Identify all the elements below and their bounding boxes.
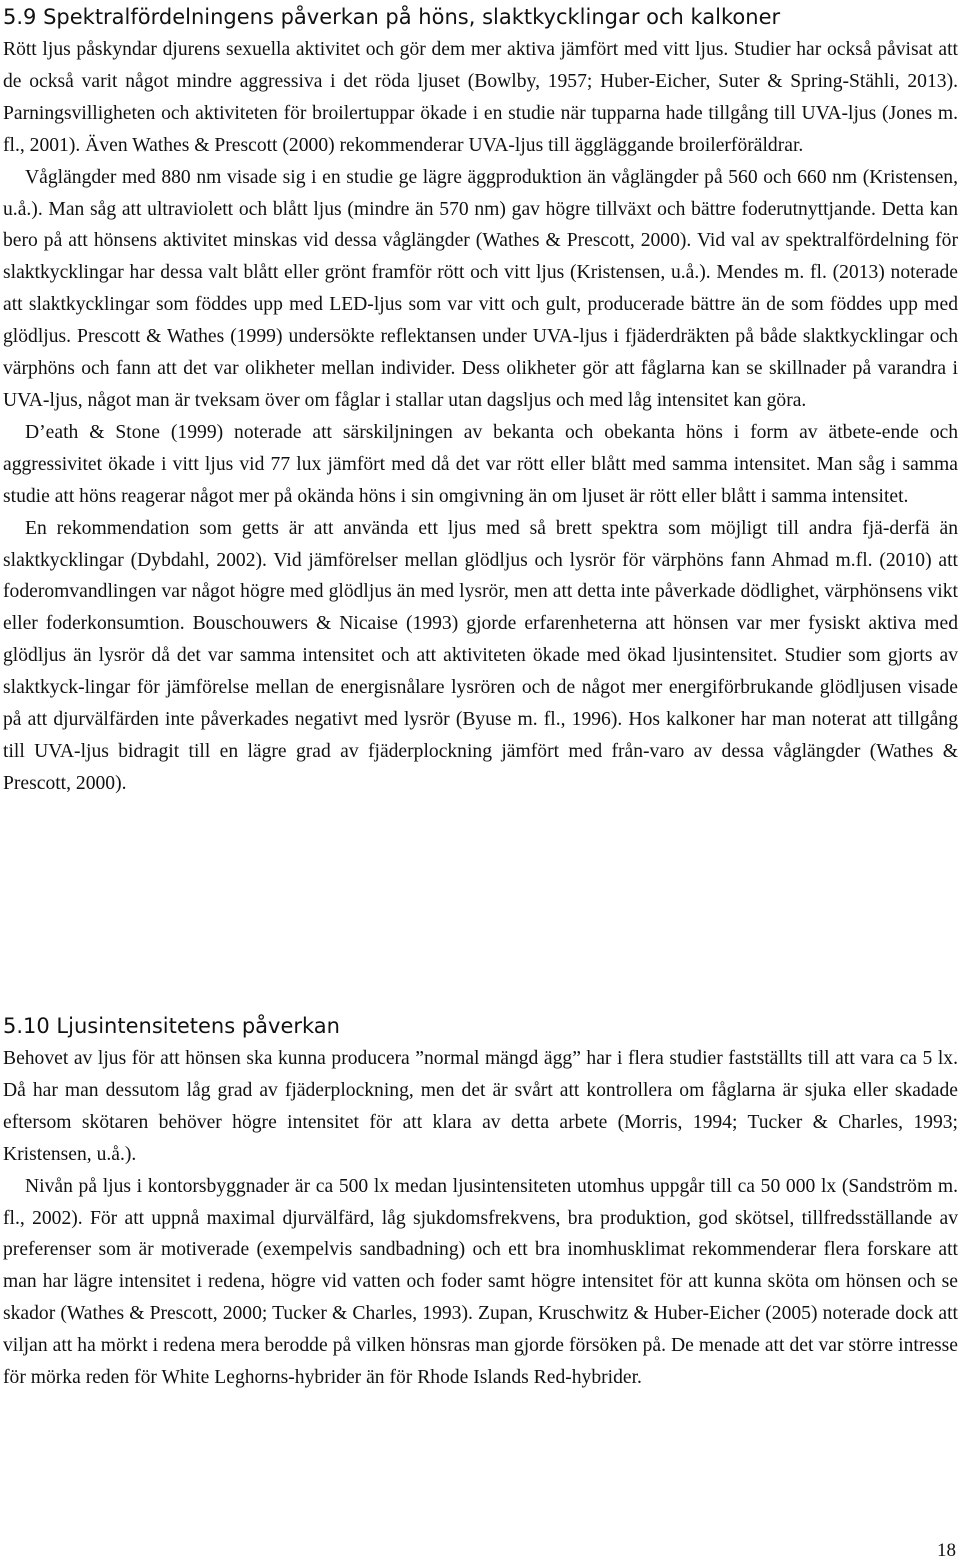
section-heading: 5.10 Ljusintensitetens påverkan (3, 1014, 340, 1038)
paragraph: Behovet av ljus för att hönsen ska kunna producera ”normal mängd ägg” har i flera studier fastställts till att vara ca 5 lx. Då har man dessutom låg grad av fjäderplockning, men det är svårt att kontrollera om fåglarna är sjuka eller skadade eftersom skötaren behöver högre intensitet för att klara av detta arbete (Morris, 1994; Tucker & Charles, 1993; Kristensen, u.å.). (3, 1048, 958, 1165)
section-heading: 5.9 Spektralfördelningens påverkan på höns, slaktkycklingar och kalkoner (3, 5, 781, 29)
paragraph: En rekommendation som getts är att använda ett ljus med så brett spektra som möjligt till andra fjä-derfä än slaktkycklingar (Dybdahl, 2002). Vid jämförelser mellan glödljus och lysrör för värphöns fann Ahmad m.fl. (2010) att foderomvandlingen var något högre med glödljus än med lysrör, men att detta inte påverkade dödlighet, värphönsens vikt eller foderkonsumtion. Bouschouwers & Nicaise (1993) gjorde erfarenheterna att hönsen var mer fysiskt aktiva med glödljus än lysrör då det var samma intensitet och att aktiviteten ökade med ökad ljusintensitet. Studier som gjorts av slaktkyck-lingar för jämförelse mellan de energisnålare lysrören och de något mer energiförbrukande glödljusen visade på att djurvälfärden inte påverkades negativt med lysrör (Byuse m. fl., 1996). Hos kalkoner har man noterat att tillgång till UVA-ljus bidragit till en lägre grad av fjäderplockning jämfört med från-varo av dessa våglängder (Wathes & Prescott, 2000). (3, 517, 958, 794)
page-number: 18 (937, 1540, 956, 1561)
paragraph: Rött ljus påskyndar djurens sexuella aktivitet och gör dem mer aktiva jämfört med vitt ljus. Studier har också påvisat att de också varit något mindre aggressiva i det röda ljuset (Bowlby, 1957; Huber-Eicher, Suter & Spring-Stähli, 2013). Parningsvilligheten och aktiviteten för broilertuppar ökade i en studie när tupparna hade tillgång till UVA-ljus (Jones m. fl., 2001). Även Wathes & Prescott (2000) rekommenderar UVA-ljus till äggläggande broilerföräldrar. (3, 39, 958, 156)
section-5-9 (3, 2, 958, 800)
paragraph: Våglängder med 880 nm visade sig i en studie ge lägre äggproduktion än våglängder på 560 och 660 nm (Kristensen, u.å.). Man såg att ultraviolett och blått ljus (mindre än 570 nm) gav högre tillväxt och bättre foderutnyttjande. Detta kan bero på att hönsens aktivitet minskas vid dessa våglängder (Wathes & Prescott, 2000). Vid val av spektralfördelning för slaktkycklingar har dessa valt blått eller grönt framför rött och vitt ljus (Kristensen, u.å.). Mendes m. fl. (2013) noterade att slaktkycklingar som föddes upp med LED-ljus som var vitt och gult, producerade bättre än de som föddes upp med glödljus. Prescott & Wathes (1999) undersökte reflektansen under UVA-ljus i fjäderdräkten på både slaktkycklingar och värphöns och fann att det var olikheter mellan individer. Dess olikheter gör att fåglarna kan se skillnader på varandra i UVA-ljus, något man är tveksam över om fåglar i stallar utan dagsljus och med låg intensitet kan göra. (3, 166, 958, 411)
paragraph: Nivån på ljus i kontorsbyggnader är ca 500 lx medan ljusintensiteten utomhus uppgår till ca 50 000 lx (Sandström m. fl., 2002). För att uppnå maximal djurvälfärd, låg sjukdomsfrekvens, bra produktion, god skötsel, tillfredsställande av preferenser som är motiverade (exempelvis sandbadning) och ett bra inomhusklimat rekommenderar flera forskare att man har lägre intensitet i redena, högre vid vatten och foder samt högre intensitet för att kunna sköta om hönsen och se skador (Wathes & Prescott, 2000; Tucker & Charles, 1993). Zupan, Kruschwitz & Huber-Eicher (2005) noterade dock att viljan att ha mörkt i redena mera berodde på vilken hönsras man gjorde försöken på. De menade att det var större intresse för mörka reden för White Leghorns-hybrider än för Rhode Islands Red-hybrider. (3, 1175, 958, 1389)
paragraph: D’eath & Stone (1999) noterade att särskiljningen av bekanta och obekanta höns i form av ätbete-ende och aggressivitet ökade i vitt ljus vid 77 lux jämfört med då det var rött eller blått med samma intensitet. Man såg i samma studie att höns reagerar något mer på okända höns i sin omgivning än om ljuset är rött eller blått i samma intensitet. (3, 421, 958, 507)
section-5-10 (3, 1011, 958, 1394)
